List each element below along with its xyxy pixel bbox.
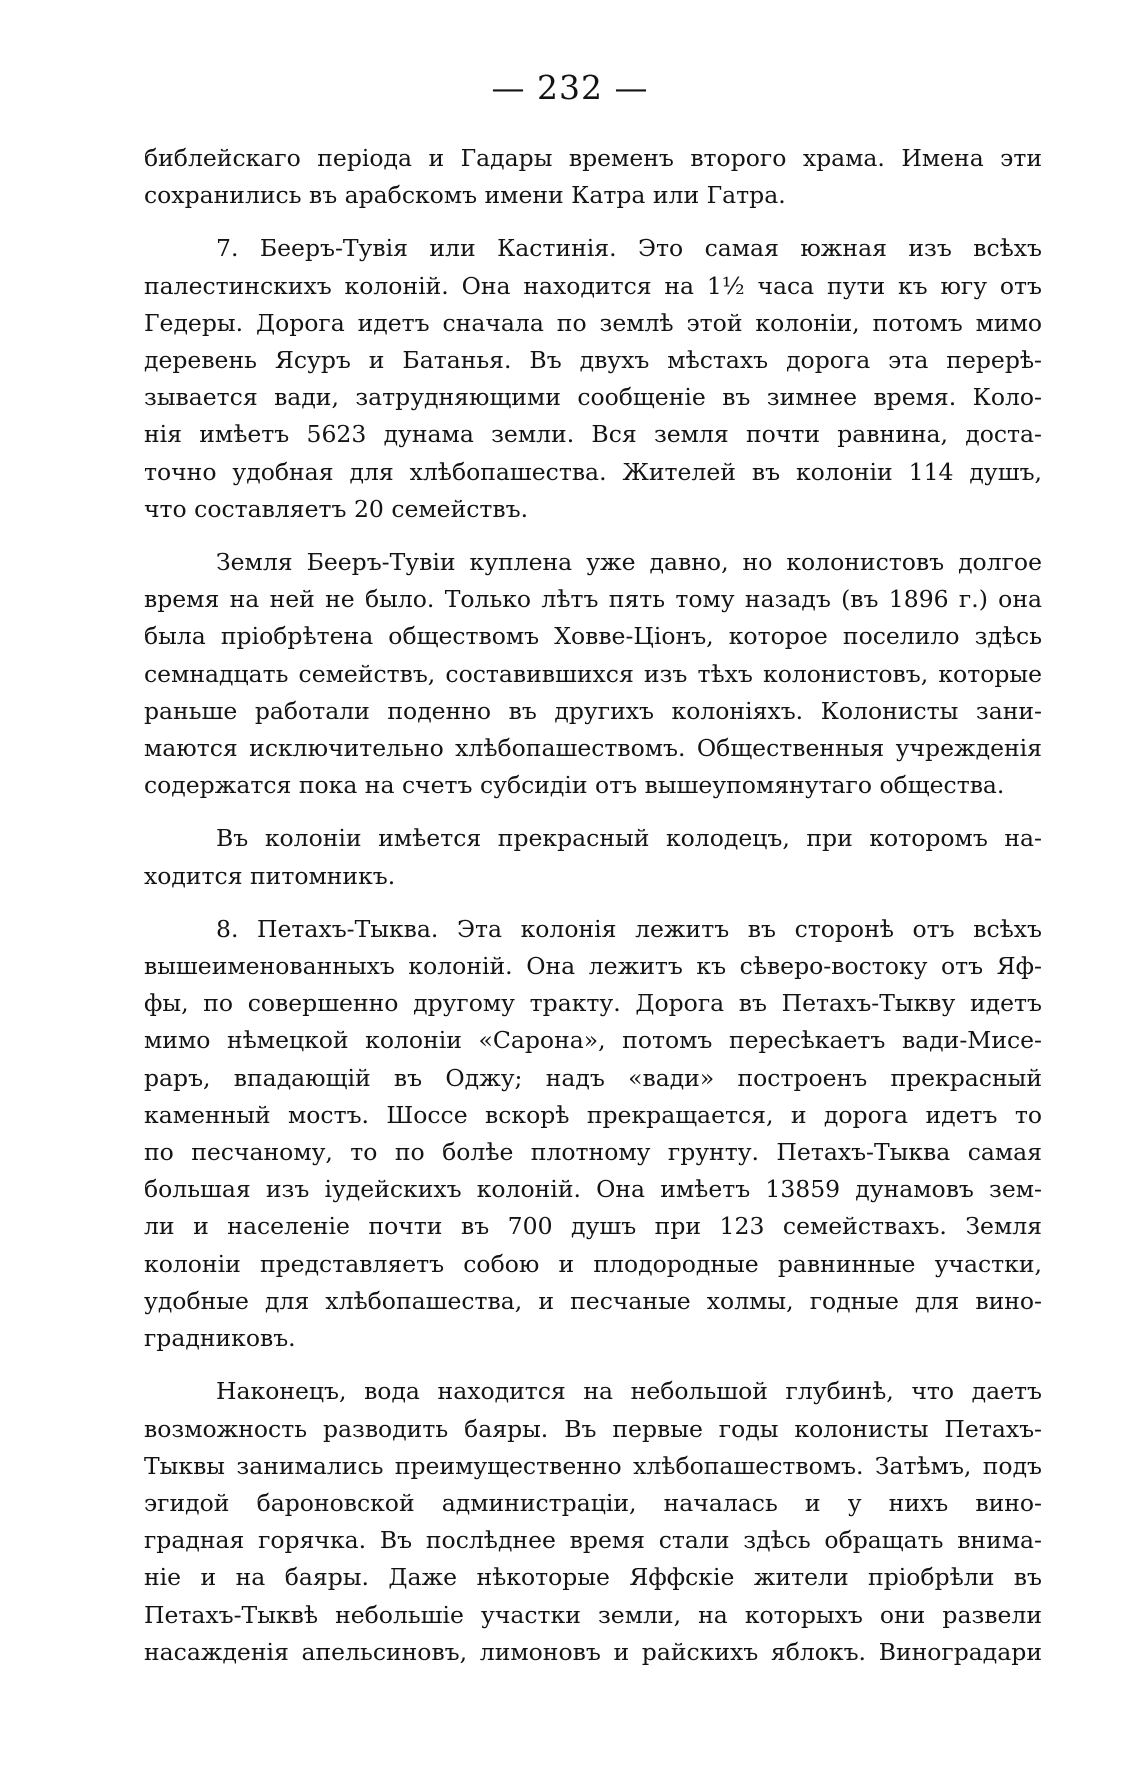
- text-line: ли и населеніе почти въ 700 душъ при 123 семействахъ. Земля: [144, 1212, 1042, 1241]
- text-line: палестинскихъ колоній. Она находится на 1½ часа пути къ югу отъ: [144, 271, 1042, 300]
- text-line: нія имѣетъ 5623 дунама земли. Вся земля почти равнина, доста-: [144, 420, 1042, 449]
- text-line: градная горячка. Въ послѣднее время стали здѣсь обращать внима-: [144, 1526, 1042, 1555]
- paragraph: [144, 1373, 1042, 1671]
- paragraph: [144, 230, 1042, 528]
- text-line: удобные для хлѣбопашества, и песчаные холмы, годные для вино-: [144, 1286, 1042, 1315]
- text-line: точно удобная для хлѣбопашества. Жителей въ колоніи 114 душъ,: [144, 457, 1042, 486]
- text-line: Петахъ-Тыквѣ небольшіе участки земли, на которыхъ они развели: [144, 1600, 1042, 1629]
- text-line: Тыквы занимались преимущественно хлѣбопашествомъ. Затѣмъ, подъ: [144, 1451, 1042, 1480]
- text-line: Гедеры. Дорога идетъ сначала по землѣ этой колоніи, потомъ мимо: [144, 308, 1042, 337]
- text-line: 8. Петахъ-Тыква. Эта колонія лежитъ въ сторонѣ отъ всѣхъ: [216, 914, 1042, 943]
- text-line: время на ней не было. Только лѣтъ пять тому назадъ (въ 1896 г.) она: [144, 585, 1042, 614]
- text-line: Въ колоніи имѣется прекрасный колодецъ, при которомъ на-: [216, 824, 1042, 853]
- text-line: библейскаго періода и Гадары временъ второго храма. Имена эти: [144, 144, 1042, 172]
- text-line: мимо нѣмецкой колоніи «Сарона», потомъ пересѣкаетъ вади-Мисе-: [144, 1026, 1042, 1055]
- text-line: зывается вади, затрудняющими сообщеніе въ зимнее время. Коло-: [144, 383, 1042, 412]
- text-line: 7. Бееръ-Тувія или Кастинія. Это самая южная изъ всѣхъ: [216, 234, 1042, 263]
- text-line: была пріобрѣтена обществомъ Ховве-Ціонъ, которое поселило здѣсь: [144, 622, 1042, 651]
- text-line: деревень Ясуръ и Батанья. Въ двухъ мѣстахъ дорога эта перерѣ-: [144, 346, 1042, 375]
- text-line: фы, по совершенно другому тракту. Дорога въ Петахъ-Тыкву идетъ: [144, 989, 1042, 1018]
- text-line: сохранились въ арабскомъ имени Катра или Гатра.: [144, 181, 786, 210]
- text-line: по песчаному, то по болѣе плотному грунту. Петахъ-Тыква самая: [144, 1138, 1042, 1167]
- page-number: — 232 —: [491, 68, 649, 107]
- text-line: эгидой бароновской администраціи, началась и у нихъ вино-: [144, 1488, 1042, 1517]
- paragraph: [144, 911, 1042, 1357]
- paragraph: [144, 544, 1042, 804]
- text-line: содержатся пока на счетъ субсидіи отъ вышеупомянутаго общества.: [144, 771, 1005, 800]
- text-line: раньше работали поденно въ другихъ колоніяхъ. Колонисты зани-: [144, 696, 1042, 725]
- text-line: большая изъ іудейскихъ колоній. Она имѣетъ 13859 дунамовъ зем-: [144, 1175, 1042, 1204]
- text-line: раръ, впадающій въ Оджу; надъ «вади» построенъ прекрасный: [144, 1063, 1042, 1092]
- paragraph: [144, 140, 1042, 214]
- text-line: вышеименованныхъ колоній. Она лежитъ къ сѣверо-востоку отъ Яф-: [144, 952, 1042, 981]
- body-text: [144, 140, 1042, 1687]
- text-line: градниковъ.: [144, 1324, 296, 1353]
- text-line: Земля Бееръ-Тувіи куплена уже давно, но колонистовъ долгое: [216, 548, 1042, 577]
- text-line: ходится питомникъ.: [144, 861, 396, 890]
- text-line: Наконецъ, вода находится на небольшой глубинѣ, что даетъ: [216, 1377, 1042, 1406]
- text-line: возможность разводить баяры. Въ первые годы колонисты Петахъ-: [144, 1414, 1042, 1443]
- text-line: каменный мостъ. Шоссе вскорѣ прекращается, и дорога идетъ то: [144, 1100, 1042, 1129]
- text-line: насажденія апельсиновъ, лимоновъ и райскихъ яблокъ. Виноградари: [144, 1637, 1042, 1666]
- text-line: маются исключительно хлѣбопашествомъ. Общественныя учрежденія: [144, 734, 1042, 763]
- text-line: что составляетъ 20 семействъ.: [144, 494, 529, 523]
- text-line: колоніи представляетъ собою и плодородные равнинные участки,: [144, 1249, 1042, 1278]
- text-line: ніе и на баяры. Даже нѣкоторые Яффскіе жители пріобрѣли въ: [144, 1563, 1042, 1592]
- text-line: семнадцать семействъ, составившихся изъ тѣхъ колонистовъ, которые: [144, 659, 1042, 688]
- paragraph: [144, 820, 1042, 894]
